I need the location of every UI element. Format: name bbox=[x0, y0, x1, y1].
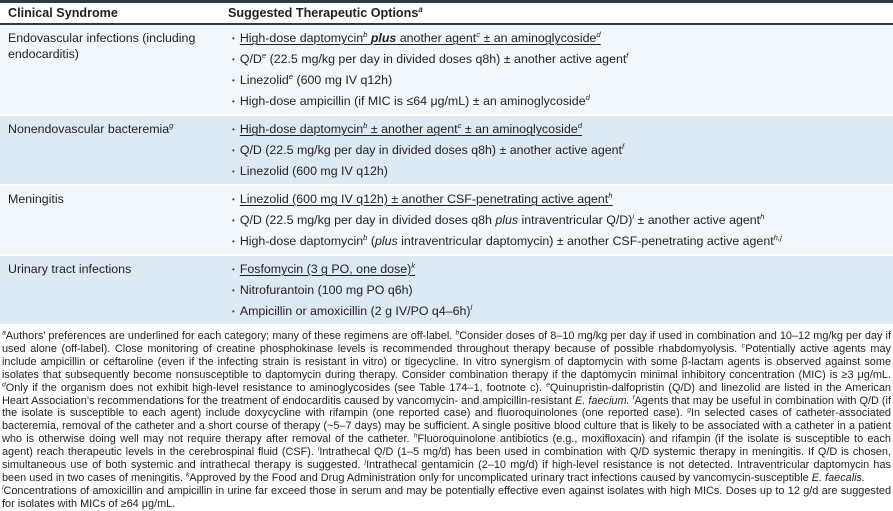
option-item bbox=[228, 301, 893, 322]
text-segment: another agent bbox=[396, 31, 477, 45]
text-segment: (600 mg IV q12h) bbox=[293, 73, 393, 87]
footnote-marker: e bbox=[288, 71, 294, 81]
footnote-marker: h,j bbox=[773, 232, 782, 242]
bullet-icon: • bbox=[232, 216, 235, 225]
option-text bbox=[240, 143, 624, 157]
footnote-marker: k bbox=[186, 471, 190, 479]
table-body bbox=[0, 25, 893, 326]
options-cell bbox=[220, 186, 893, 254]
text-segment: intraventricular daptomycin) ± another CSF-penetrating active agent bbox=[397, 234, 774, 248]
bullet-icon: • bbox=[232, 55, 235, 64]
footnote-marker: e bbox=[261, 50, 267, 60]
bullet-icon: • bbox=[232, 265, 235, 274]
text-segment: Consider doses of 8–10 mg/kg per day if used in combination and 10–12 mg/kg per day if used alone (off-label). Close monitoring of creatine phosphokinase levels is recommended throughout therapy because of possible rhabdomyolysis. bbox=[2, 330, 891, 355]
bullet-icon: • bbox=[232, 167, 235, 176]
text-segment: Q/D (22.5 mg/kg per day in divided doses q8h bbox=[239, 213, 496, 227]
option-item bbox=[228, 280, 893, 301]
footnote-marker: l bbox=[470, 302, 473, 312]
footnote-marker: b bbox=[455, 329, 460, 337]
text-segment: Quinupristin-dalfopristin (Q/D) and linezolid are listed in the American Heart Association’s recommendations for the treatment of endocarditis caused by vancomycin- and ampicillin-resistant bbox=[2, 381, 891, 407]
option-text bbox=[240, 283, 413, 297]
option-item bbox=[228, 140, 893, 161]
text-segment: Endovascular infections (including endocarditis) bbox=[8, 31, 196, 61]
option-text bbox=[240, 31, 601, 45]
bullet-icon: • bbox=[232, 125, 235, 134]
footnote-marker: i bbox=[317, 445, 320, 453]
table-row bbox=[0, 186, 893, 256]
bullet-icon: • bbox=[232, 195, 235, 204]
footnote-marker: d bbox=[585, 92, 590, 102]
bullet-icon: • bbox=[232, 34, 235, 43]
footnote-marker: h bbox=[608, 190, 613, 200]
table-row bbox=[0, 116, 893, 186]
text-segment: E. faecalis. bbox=[811, 471, 866, 484]
footnote-marker: a bbox=[2, 329, 6, 337]
option-text bbox=[240, 73, 392, 87]
table-row bbox=[0, 256, 893, 326]
text-segment: intraventricular Q/D) bbox=[518, 213, 633, 227]
footnote-marker: d bbox=[596, 29, 601, 39]
footnote-marker: b bbox=[363, 29, 368, 39]
text-segment: High-dose daptomycin bbox=[239, 234, 364, 248]
footnote-marker: l bbox=[2, 484, 4, 492]
footnote-marker: g bbox=[169, 120, 174, 130]
option-text bbox=[240, 304, 472, 318]
text-segment: Authors’ preferences are underlined for each category; many of these regimens are off-label. bbox=[5, 330, 456, 342]
option-text bbox=[240, 262, 415, 276]
option-item bbox=[228, 49, 893, 70]
text-segment: Meningitis bbox=[8, 192, 64, 206]
text-segment: High-dose ampicillin (if MIC is ≤64 μg/mL) ± an aminoglycoside bbox=[239, 94, 586, 108]
footnote-marker: b bbox=[363, 120, 368, 130]
text-segment: plus bbox=[370, 31, 397, 45]
text-segment: Linezolid bbox=[239, 73, 289, 87]
bullet-icon: • bbox=[232, 286, 235, 295]
table-header-row bbox=[0, 0, 893, 25]
option-text bbox=[240, 164, 388, 178]
text-segment: High-dose daptomycin bbox=[239, 31, 364, 45]
option-text bbox=[240, 94, 590, 108]
text-segment: (22.5 mg/kg per day in divided doses q8h) ± another active agent bbox=[266, 52, 627, 66]
footnote-marker: h bbox=[413, 432, 418, 440]
text-segment: ± another active agent bbox=[634, 213, 761, 227]
text-segment: Fluoroquinolone antibiotics (e.g., moxifloxacin) and rifampin (if the isolate is susceptible to each agent) reach therapeutic levels in the cerebrospinal fluid (CSF). bbox=[2, 433, 891, 459]
footnote-marker: g bbox=[687, 406, 691, 414]
footnotes bbox=[2, 330, 891, 511]
option-item bbox=[228, 259, 893, 280]
option-item bbox=[228, 231, 893, 252]
text-segment: Ampicillin or amoxicillin (2 g IV/PO q4–6h) bbox=[239, 304, 471, 318]
text-segment: Linezolid (600 mg IV q12h) bbox=[239, 164, 388, 178]
text-segment: ± an aminoglycoside bbox=[480, 31, 597, 45]
bullet-icon: • bbox=[232, 307, 235, 316]
footnote-marker: c bbox=[457, 120, 462, 130]
text-segment: Intrathecal Q/D (1–5 mg/d) has been used in combination with Q/D systemic therapy in meningitis. If Q/D is chosen, simultaneous use of both systemic and intrathecal therapy is suggested. bbox=[2, 446, 892, 472]
option-item bbox=[228, 28, 893, 49]
option-item bbox=[228, 70, 893, 91]
option-item bbox=[228, 210, 893, 231]
option-text bbox=[240, 192, 613, 206]
option-text bbox=[240, 213, 765, 227]
footnote-marker: k bbox=[411, 260, 416, 270]
footnote-marker: f bbox=[626, 50, 629, 60]
footnote-marker: h bbox=[760, 211, 765, 221]
text-segment: Q/D (22.5 mg/kg per day in divided doses q8h) ± another active agent bbox=[239, 143, 622, 157]
text-segment: E. faecium. bbox=[575, 394, 630, 407]
text-segment: High-dose daptomycin bbox=[239, 122, 364, 136]
bullet-icon: • bbox=[232, 237, 235, 246]
header-clinical-syndrome: Clinical Syndrome bbox=[8, 6, 118, 20]
footnote-marker: e bbox=[546, 381, 550, 388]
text-segment: Q/D bbox=[239, 52, 262, 66]
text-segment: Urinary tract infections bbox=[8, 262, 132, 276]
text-segment: Fosfomycin (3 g PO, one dose) bbox=[239, 262, 412, 276]
option-item bbox=[228, 91, 893, 112]
option-item bbox=[228, 189, 893, 210]
options-cell bbox=[220, 25, 893, 114]
footnote-marker: f bbox=[632, 393, 635, 401]
text-segment: Potentially active agents may include ampicillin or ceftaroline (even if the infecting strain is resistant in vitro) or tigecycline. In vitro synergism of daptomycin with some β-lactam agents is observed against some isolates that subsequently become nonsusceptible to daptomycin during therapy. Consider combination therapy if the daptomycin minimal inhibitory concentration (MIC) is ≥3 μg/mL. bbox=[2, 342, 891, 381]
text-segment: Concentrations of amoxicillin and ampicillin in urine far exceed those in serum and may be potentially effective even against isolates with high MICs. Doses up to 12 g/d are suggested for isolates with MICs of ≥64 μg/mL. bbox=[2, 484, 891, 510]
syndrome-cell bbox=[0, 25, 220, 114]
text-segment: In selected cases of catheter-associated bacteremia, removal of the catheter and a short course of therapy (~5–7 days) may be sufficient. A single positive blood culture that is likely to be associated with a catheter in a patient who is otherwise doing well may not require therapy after removal of the catheter. bbox=[2, 407, 891, 446]
option-text bbox=[240, 52, 629, 66]
text-segment: Approved by the Food and Drug Administration only for uncomplicated urinary tract infections caused by vancomycin-susceptible bbox=[189, 471, 812, 484]
footnote-marker: c bbox=[476, 29, 481, 39]
option-item bbox=[228, 161, 893, 182]
header-footnote-marker: a bbox=[418, 4, 423, 14]
options-cell bbox=[220, 256, 893, 324]
text-segment: Linezolid (600 mg IV q12h) ± another CSF-penetrating active agent bbox=[239, 192, 609, 206]
text-segment: Intrathecal gentamicin (2–10 mg/d) if high-level resistance is not detected. Intraventricular daptomycin has been used in two cases of meningitis. bbox=[2, 459, 891, 484]
table-row bbox=[0, 25, 893, 116]
option-text bbox=[240, 234, 782, 248]
text-segment: plus bbox=[374, 234, 398, 248]
footnote-marker: i bbox=[632, 211, 635, 221]
bullet-icon: • bbox=[232, 97, 235, 106]
header-therapeutic-options bbox=[220, 6, 893, 21]
syndrome-cell bbox=[0, 116, 220, 184]
footnote-marker: b bbox=[363, 232, 368, 242]
option-item bbox=[228, 119, 893, 140]
syndrome-cell bbox=[0, 256, 220, 324]
footnote-marker: d bbox=[577, 120, 583, 130]
text-segment: ± another agent bbox=[367, 122, 458, 136]
text-segment: Nitrofurantoin (100 mg PO q6h) bbox=[239, 283, 413, 297]
header-therapeutic-options-label: Suggested Therapeutic Options bbox=[228, 6, 419, 20]
text-segment: Only if the organism does not exhibit high-level resistance to aminoglycosides (see Table 174–1, footnote c). bbox=[5, 381, 547, 394]
text-segment: ( bbox=[367, 234, 375, 248]
footnote-marker: f bbox=[622, 141, 625, 151]
text-segment: Agents that may be useful in combination with Q/D (if the isolate is susceptible to each agent) include doxycycline with rifampin (one reported case) and fluoroquinolones (one reported case). bbox=[2, 394, 891, 420]
bullet-icon: • bbox=[232, 146, 235, 155]
syndrome-cell bbox=[0, 186, 220, 254]
text-segment: ± an aminoglycoside bbox=[461, 122, 578, 136]
footnote-marker: d bbox=[2, 381, 6, 388]
footnote-marker: j bbox=[364, 458, 367, 466]
text-segment: plus bbox=[495, 213, 519, 227]
options-cell bbox=[220, 116, 893, 184]
text-segment: Nonendovascular bacteremia bbox=[8, 122, 170, 136]
bullet-icon: • bbox=[232, 76, 235, 85]
option-text bbox=[240, 122, 582, 136]
footnote-marker: c bbox=[741, 342, 746, 350]
